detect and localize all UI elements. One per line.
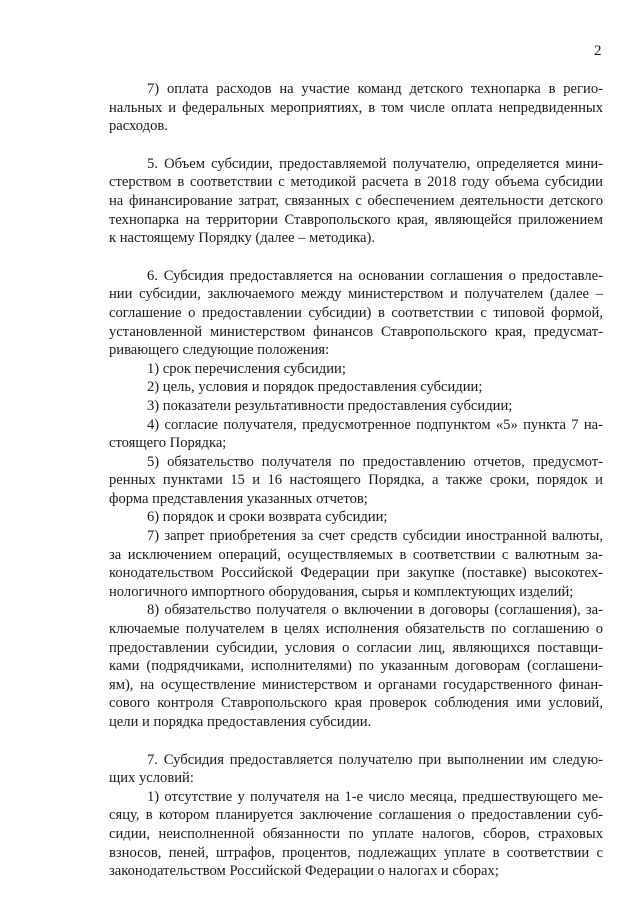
text-line: 1) срок перечисления субсидии; bbox=[147, 360, 346, 377]
text-line: сидии, неисполненной обязанности по уплате налогов, сборов, страховых bbox=[109, 825, 603, 842]
text-line: 5. Объем субсидии, предоставляемой получателю, определяется мини- bbox=[147, 155, 603, 172]
text-line: за исключением операций, осуществляемых в соответствии с валютным за- bbox=[109, 546, 603, 563]
page-number: 2 bbox=[594, 43, 602, 59]
paragraph bbox=[109, 508, 603, 527]
text-line: 3) показатели результативности предоставления субсидии; bbox=[147, 397, 513, 414]
text-line: цели и порядка предоставления субсидии. bbox=[109, 714, 372, 730]
text-line: нии субсидии, заключаемого между министерством и получателем (далее – bbox=[109, 286, 603, 303]
text-line: ям), на осуществление министерством и органами государственного финан- bbox=[109, 676, 603, 693]
text-line: к настоящему Порядку (далее – методика). bbox=[109, 230, 376, 247]
text-line: нальных и федеральных мероприятиях, в том числе оплата непредвиденных bbox=[109, 99, 603, 116]
paragraph bbox=[109, 80, 603, 136]
text-line: ками (подрядчиками, исполнителями) по указанным договорам (соглашени- bbox=[109, 658, 603, 675]
text-line: 6) порядок и сроки возврата субсидии; bbox=[147, 509, 388, 526]
document-body bbox=[109, 80, 603, 881]
text-line: 7) запрет приобретения за счет средств субсидии иностранной валюты, bbox=[147, 528, 603, 545]
paragraph bbox=[109, 416, 603, 453]
text-line: технопарка на территории Ставропольского края, являющейся приложением bbox=[109, 211, 603, 228]
paragraph bbox=[109, 155, 603, 248]
text-line: 7) оплата расходов на участие команд детского технопарка в регио- bbox=[147, 81, 603, 97]
paragraph bbox=[109, 378, 603, 397]
paragraph bbox=[109, 788, 603, 881]
text-line: соглашение о предоставлении субсидии) в соответствии с типовой формой, bbox=[109, 304, 603, 321]
text-line: сяцу, в котором планируется заключение соглашения о предоставлении суб- bbox=[109, 807, 603, 824]
text-line: конодательством Российской Федерации при закупке (поставке) высокотех- bbox=[109, 565, 603, 582]
text-line: взносов, пеней, штрафов, процентов, подлежащих уплате в соответствии с bbox=[109, 844, 603, 861]
text-line: 7. Субсидия предоставляется получателю при выполнении им следую- bbox=[147, 751, 603, 768]
text-line: на финансирование затрат, связанных с обеспечением деятельности детского bbox=[109, 192, 603, 209]
text-line: предоставлении субсидии, условия о согласии лиц, являющихся поставщи- bbox=[109, 639, 603, 656]
paragraph bbox=[109, 601, 603, 731]
text-line: форма представления указанных отчетов; bbox=[109, 490, 368, 507]
paragraph bbox=[109, 527, 603, 601]
text-line: 2) цель, условия и порядок предоставления субсидии; bbox=[147, 379, 483, 396]
text-line: ренных пунктами 15 и 16 настоящего Порядка, а также сроки, порядок и bbox=[109, 472, 603, 489]
text-line: 5) обязательство получателя по предоставлению отчетов, предусмот- bbox=[147, 453, 603, 470]
text-line: 4) согласие получателя, предусмотренное подпунктом «5» пункта 7 на- bbox=[147, 416, 603, 433]
paragraph bbox=[109, 751, 603, 788]
text-line: сового контроля Ставропольского края проверок соблюдения ими условий, bbox=[109, 695, 603, 712]
text-line: 6. Субсидия предоставляется на основании соглашения о предоставле- bbox=[147, 267, 603, 284]
paragraph bbox=[109, 360, 603, 379]
text-line: стоящего Порядка; bbox=[109, 435, 227, 452]
text-line: ривающего следующие положения: bbox=[109, 342, 330, 359]
paragraph bbox=[109, 267, 603, 360]
text-line: 8) обязательство получателя о включении в договоры (соглашения), за- bbox=[147, 602, 603, 619]
paragraph bbox=[109, 397, 603, 416]
text-line: щих условий: bbox=[109, 770, 194, 787]
paragraph-gap bbox=[109, 136, 603, 155]
text-line: расходов. bbox=[109, 118, 168, 135]
paragraph bbox=[109, 453, 603, 509]
paragraph-gap bbox=[109, 248, 603, 267]
text-line: стерством в соответствии с методикой расчета в 2018 году объема субсидии bbox=[109, 174, 603, 191]
text-line: установленной министерством финансов Ставропольского края, предусмат- bbox=[109, 323, 603, 340]
paragraph-gap bbox=[109, 732, 603, 751]
text-line: нологичного импортного оборудования, сырья и комплектующих изделий; bbox=[109, 583, 574, 600]
text-line: законодательством Российской Федерации о налогах и сборах; bbox=[109, 863, 499, 880]
text-line: 1) отсутствие у получателя на 1-е число месяца, предшествующего ме- bbox=[147, 788, 603, 805]
text-line: ключаемые получателем в целях исполнения обязательств по соглашению о bbox=[109, 621, 603, 638]
